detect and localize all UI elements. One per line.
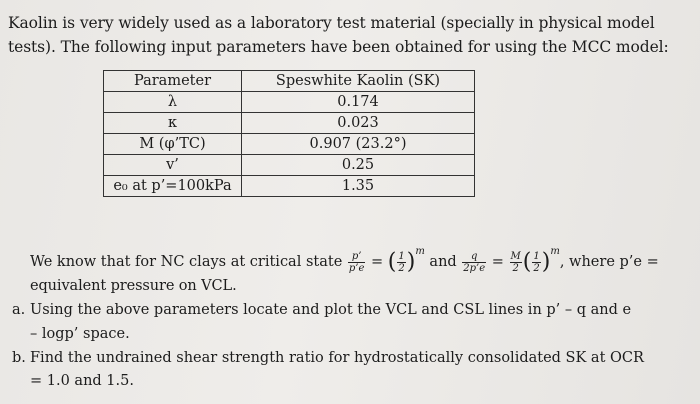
header-sk: Speswhite Kaolin (SK) — [242, 71, 475, 92]
question-b — [12, 350, 644, 366]
param-cell: κ — [104, 113, 242, 134]
equation-lead: We know that for NC clays at critical state — [30, 254, 343, 270]
header-parameter: Parameter — [104, 71, 242, 92]
value-cell: 0.25 — [242, 155, 475, 176]
question-a — [12, 302, 631, 318]
table-row — [104, 134, 475, 155]
param-cell: λ — [104, 92, 242, 113]
param-cell: v’ — [104, 155, 242, 176]
equation-continuation: equivalent pressure on VCL. — [30, 278, 237, 294]
parameter-table — [103, 70, 475, 197]
question-a-text-2: – logp’ space. — [30, 326, 130, 342]
value-cell: 0.907 (23.2°) — [242, 134, 475, 155]
exponent-m-2: m — [550, 246, 560, 257]
exponent-m: m — [415, 246, 425, 257]
fraction-p-over-pe — [348, 251, 366, 274]
close-paren: ) — [406, 249, 416, 275]
param-cell: e₀ at p’=100kPa — [104, 176, 242, 197]
fraction-one-half-2 — [532, 251, 540, 274]
fraction-one-half — [397, 251, 405, 274]
close-paren: ) — [541, 249, 551, 275]
table-header-row — [104, 71, 475, 92]
question-a-text-1: Using the above parameters locate and plot the VCL and CSL lines in p’ – q and e — [30, 302, 632, 318]
table-row — [104, 155, 475, 176]
frac-num: 1 — [398, 250, 405, 262]
frac-den: 2 — [398, 262, 405, 274]
intro-line-1: Kaolin is very widely used as a laboratory test material (specially in physical model — [8, 14, 655, 32]
frac-num: 1 — [533, 250, 540, 262]
param-cell: M (φ’TC) — [104, 134, 242, 155]
fraction-q-over-2pe — [462, 251, 486, 274]
value-cell: 1.35 — [242, 176, 475, 197]
frac-num: M — [510, 250, 521, 262]
question-b-text-2: = 1.0 and 1.5. — [30, 373, 134, 389]
table-row — [104, 113, 475, 134]
critical-state-equation: We know that for NC clays at critical state $\frac{p’}{p’e}$ = ( $\frac{1}{2}$ )$^m$ and $\frac{q}{2p’e}$ = $\frac{M}{2}$ ( $\frac{1}{2}$ )$^m$, where p’e = — [30, 246, 659, 275]
equation-trail: , where p’e = — [559, 254, 659, 270]
frac-den: 2p’e — [463, 262, 486, 274]
question-a-label: a. — [12, 302, 26, 318]
fraction-m-over-2 — [510, 251, 522, 274]
frac-den: p’e — [348, 262, 365, 274]
intro-line-2: tests). The following input parameters have been obtained for using the MCC model: — [8, 38, 669, 56]
table-row — [104, 92, 475, 113]
frac-num: q — [462, 251, 486, 263]
value-cell: 0.174 — [242, 92, 475, 113]
equation-and: and — [429, 254, 457, 270]
frac-den: 2 — [533, 262, 540, 274]
frac-num: p’ — [348, 251, 366, 263]
table-row — [104, 176, 475, 197]
open-paren: ( — [522, 249, 532, 275]
value-cell: 0.023 — [242, 113, 475, 134]
question-b-text-1: Find the undrained shear strength ratio for hydrostatically consolidated SK at OCR — [30, 350, 644, 366]
open-paren: ( — [387, 249, 397, 275]
question-b-label: b. — [12, 350, 26, 366]
frac-den: 2 — [512, 262, 519, 274]
